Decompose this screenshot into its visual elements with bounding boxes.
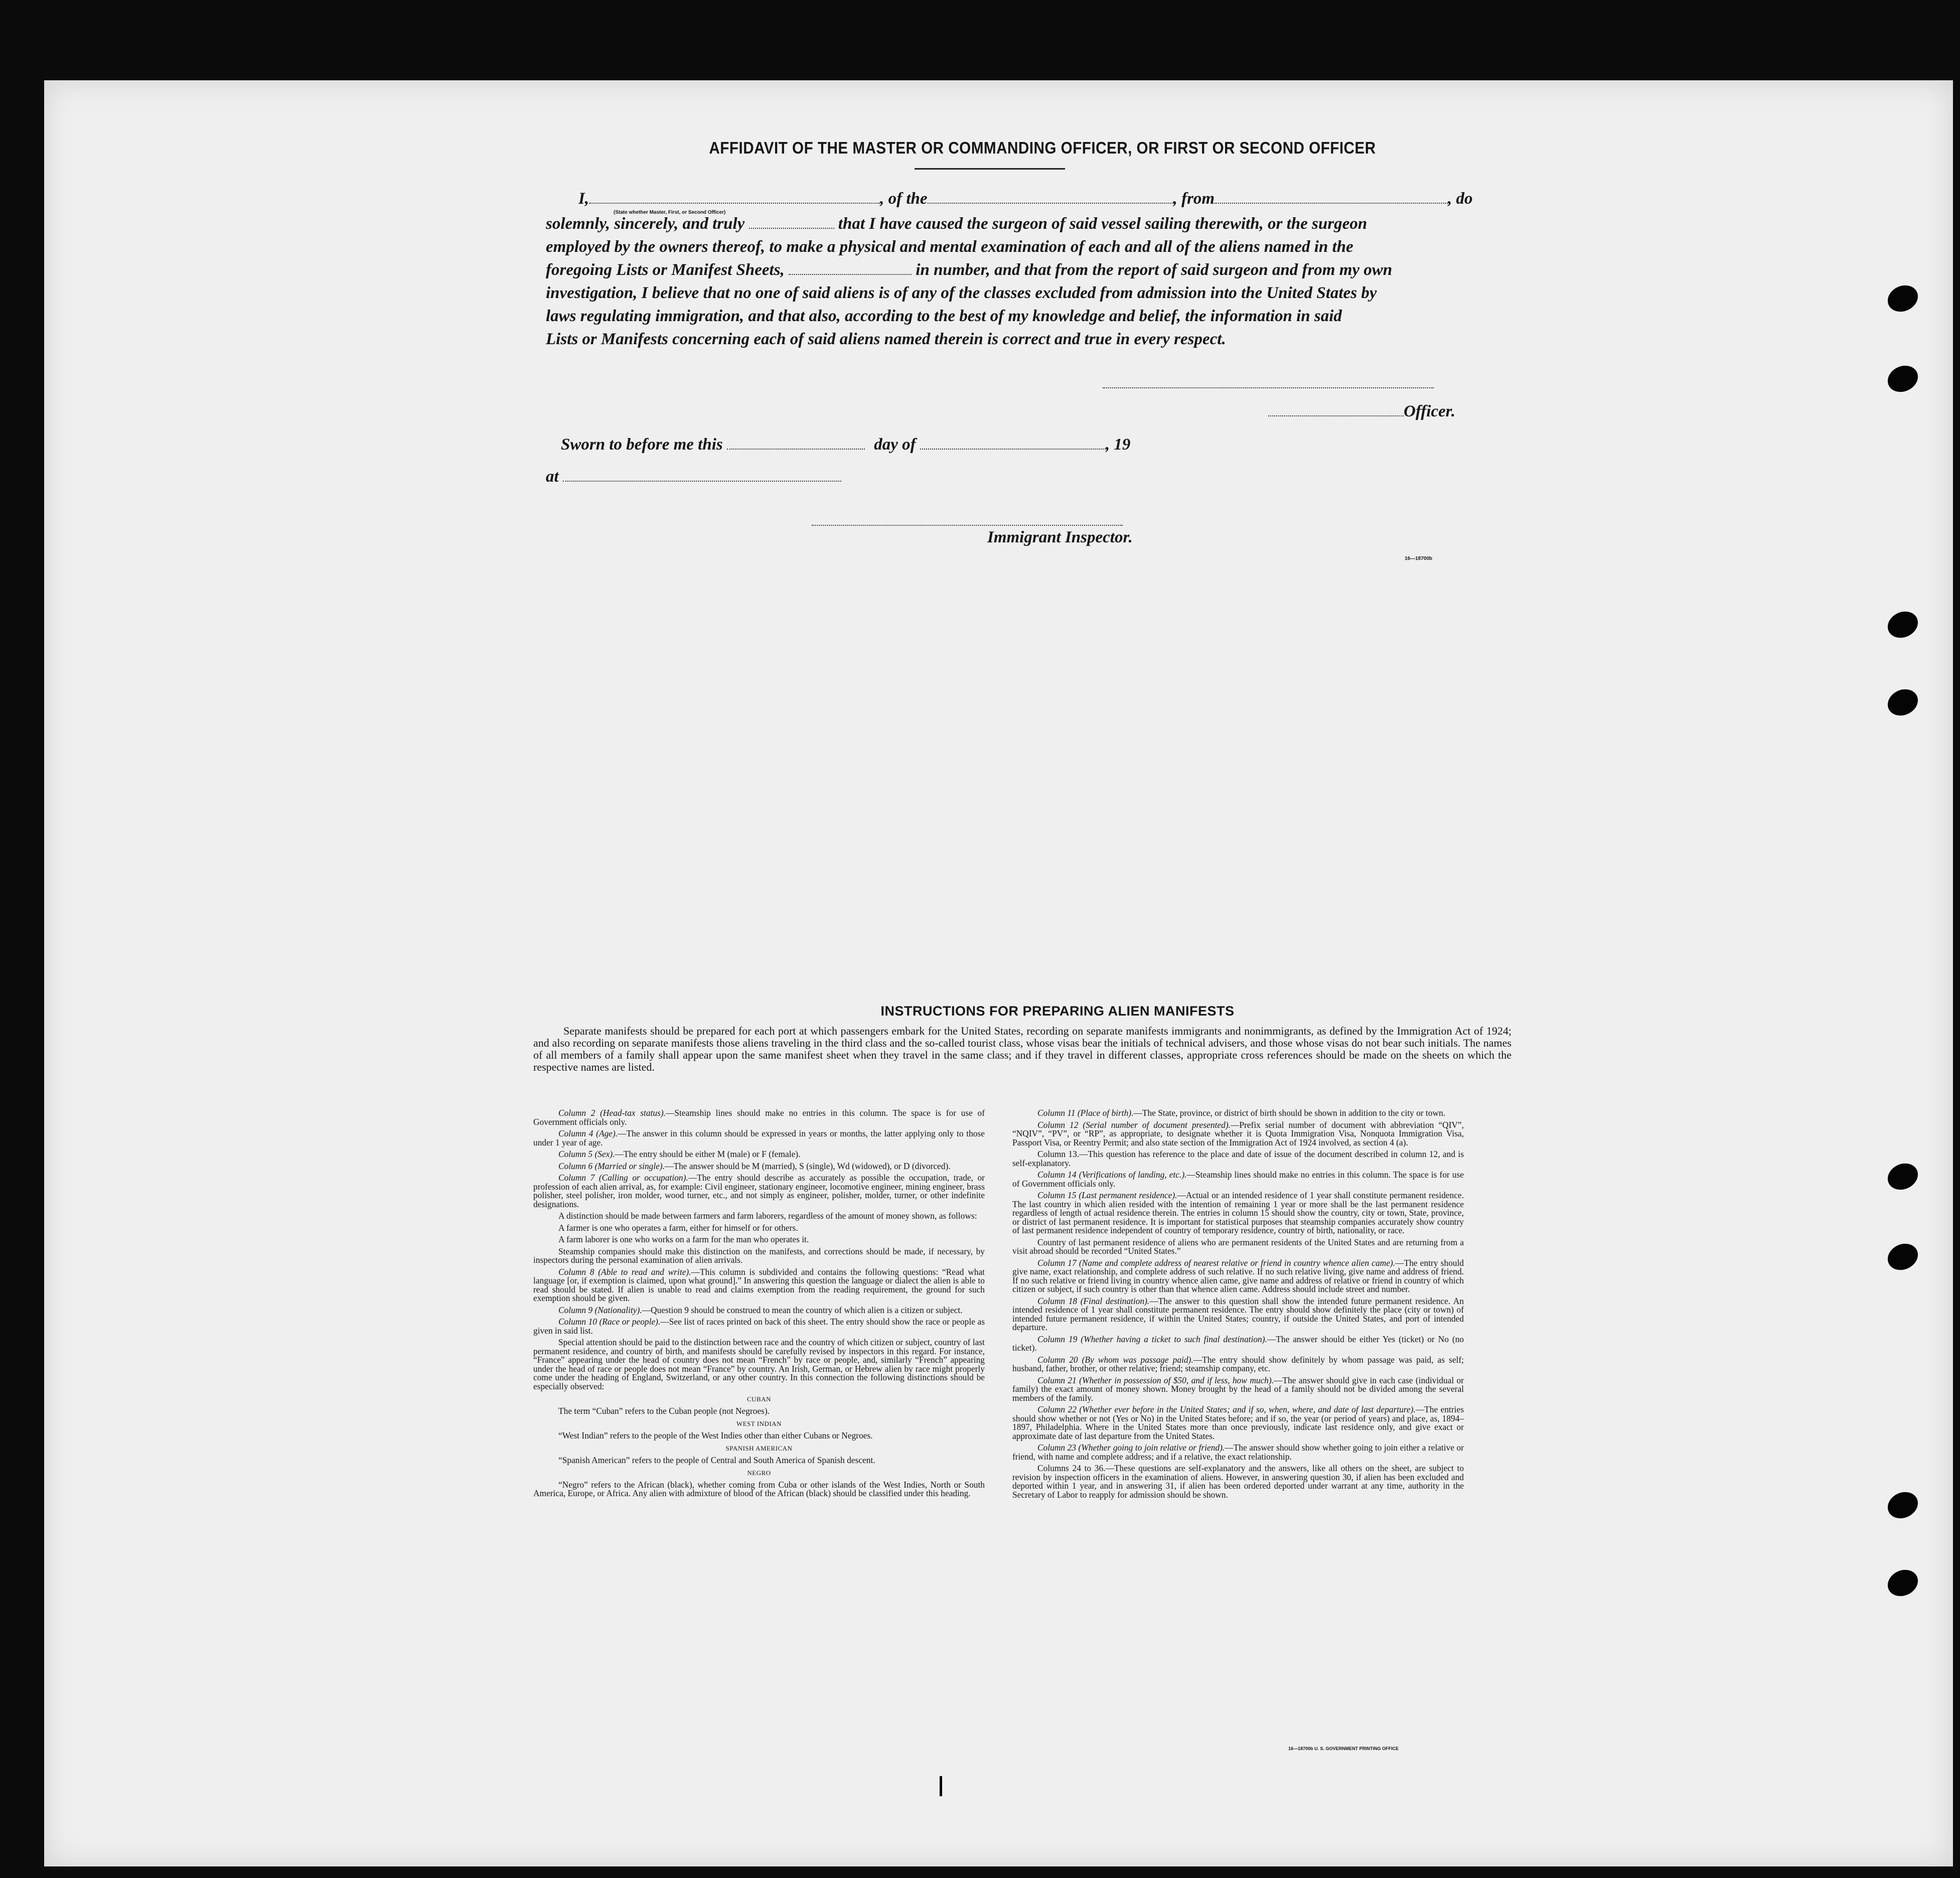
col20-text: —The entry should show definitely by whom passage was paid, as self; husband, father, brother, or other relative; friend; steamship company, etc.	[1012, 1354, 1464, 1373]
col13-paragraph: Column 13.—This question has reference to the place and date of issue of the document described in column 12, and is self-explanatory.	[1012, 1149, 1464, 1168]
col12-paragraph	[1012, 1121, 1464, 1147]
affidavit-line-6: laws regulating immigration, and that also, according to the best of my knowledge and belief, the information in said	[546, 307, 1342, 325]
title-divider	[915, 168, 1065, 170]
col23-paragraph	[1012, 1443, 1464, 1461]
printing-office-footer: 16—18700b U. S. GOVERNMENT PRINTING OFFICE	[1288, 1746, 1399, 1751]
col15-text: —Actual or an intended residence of 1 year shall constitute permanent residence. The last country in which alien resided with the intention of remaining 1 year or more shall be the last permanent residence regardless of length of actual residence therein. The entries in column 15 should show the country, city or town, State, province, or district of last permanent residence. It is important for statistical purposes that steamship companies accurately show country of last permanent residence independent of country of temporary residence, country of birth, nationality, or race.	[1012, 1190, 1464, 1235]
text-surgeon: that I have caused the surgeon of said vessel sailing therewith, or the surgeon	[838, 215, 1368, 233]
col2-heading: Column 2 (Head-tax status).	[558, 1108, 666, 1118]
vessel-blank	[928, 203, 1173, 204]
sworn-day-blank	[727, 449, 865, 450]
col22-paragraph	[1012, 1405, 1464, 1440]
col21-paragraph	[1012, 1376, 1464, 1403]
col21-heading: Column 21 (Whether in possession of $50, and if less, how much).	[1037, 1375, 1274, 1385]
col22-text: —The entries should show whether or not (Yes or No) in the United States before; and if so, the year (or period of years) and place, as, 1894–1897, Philadelphia. Where in the United States more than once previously, indicate last residence only, and give exact or approximate date of last departure from the United States.	[1012, 1404, 1464, 1441]
instructions-left-column	[533, 1109, 985, 1501]
col15-heading: Column 15 (Last permanent residence).	[1037, 1190, 1177, 1200]
text-year: , 19	[1105, 436, 1131, 454]
col17-text: —The entry should give name, exact relationship, and complete address of such relative. If no such relative living, give name and address of friend. If no such relative or friend living in country whence alien came, give name and address of relative or friend in country of which citizen or subject, if such country is other than that whence alien came. Address should include street and number.	[1012, 1257, 1464, 1294]
col19-text: —The answer should be either Yes (ticket) or No (no ticket).	[1012, 1334, 1464, 1353]
instructions-intro: Separate manifests should be prepared for each port at which passengers embark for the United States, recording on separate manifests immigrants and nonimmigrants, as defined by the Immigration Act of 1924; and also recording on separate manifests those aliens traveling in the third class and the so-called tourist class, whose visas bear the initials of technical advisers, and those whose visas do not bear such initials. The names of all members of a family shall appear upon the same manifest sheet when they travel in the same class; and if they travel in different classes, appropriate cross references should be made on the sheets on which the respective names are listed.	[533, 1025, 1512, 1073]
affidavit-title: AFFIDAVIT OF THE MASTER OR COMMANDING OFFICER, OR FIRST OR SECOND OFFICER	[709, 138, 1376, 157]
text-from: , from	[1173, 190, 1215, 208]
col6-text: —The answer should be M (married), S (single), Wd (widowed), or D (divorced).	[665, 1161, 951, 1171]
instructions-title: INSTRUCTIONS FOR PREPARING ALIEN MANIFESTS	[880, 1003, 1235, 1019]
sworn-line	[561, 436, 1130, 454]
col11-heading: Column 11 (Place of birth).	[1037, 1108, 1134, 1118]
col9-paragraph	[533, 1306, 985, 1315]
col11-paragraph	[1012, 1109, 1464, 1118]
col10-text: —See list of races printed on back of this sheet. The entry should show the race or people as given in said list.	[533, 1317, 985, 1336]
affidavit-line-7: Lists or Manifests concerning each of said aliens named therein is correct and true in every respect.	[546, 330, 1226, 348]
col19-heading: Column 19 (Whether having a ticket to such final destination).	[1037, 1334, 1267, 1344]
col14-paragraph	[1012, 1171, 1464, 1188]
col11-text: —The State, province, or district of birth should be shown in addition to the city or town.	[1133, 1108, 1446, 1118]
text-at: at	[546, 468, 559, 486]
col10-paragraph	[533, 1318, 985, 1335]
instructions-right-column	[1012, 1109, 1464, 1502]
officer-blank	[1268, 415, 1404, 416]
spanish-american-paragraph: “Spanish American” refers to the people of Central and South America of Spanish descent.	[558, 1455, 875, 1465]
affidavit-line-5: investigation, I believe that no one of said aliens is of any of the classes excluded from admission into the United States by	[546, 284, 1377, 302]
col15b-paragraph: Country of last permanent residence of aliens who are permanent residents of the United States and are returning from a visit abroad should be recorded “United States.”	[1012, 1237, 1464, 1256]
col21-text: —The answer should give in each case (individual or family) the exact amount of money shown. Money brought by the head of a family should not be divided among the several members of the family.	[1012, 1375, 1464, 1403]
farm-paragraph-4: Steamship companies should make this distinction on the manifests, and corrections should be made, if necessary, by inspectors during the personal examination of alien arrivals.	[533, 1246, 985, 1265]
west-indian-paragraph: “West Indian” refers to the people of the West Indies other than either Cubans or Negroes.	[558, 1430, 873, 1440]
cuban-heading: CUBAN	[746, 1395, 771, 1403]
col9-text: —Question 9 should be construed to mean the country of which alien is a citizen or subject.	[642, 1305, 963, 1315]
col2-text: —Steamship lines should make no entries in this column. The space is for use of Government officials only.	[533, 1108, 985, 1127]
col7-heading: Column 7 (Calling or occupation).	[558, 1173, 688, 1183]
port-blank	[1215, 203, 1448, 204]
affidavit-line-1	[546, 190, 1473, 208]
col2-paragraph	[533, 1109, 985, 1126]
text-day-of: day of	[874, 436, 916, 454]
col22-heading: Column 22 (Whether ever before in the United States; and if so, when, where, and date of last departure).	[1037, 1404, 1416, 1414]
col14-heading: Column 14 (Verifications of landing, etc.).	[1037, 1170, 1187, 1180]
scan-mark	[940, 1776, 942, 1796]
col7-paragraph	[533, 1174, 985, 1209]
cuban-paragraph: The term “Cuban” refers to the Cuban people (not Negroes).	[558, 1405, 770, 1416]
col4-paragraph	[533, 1129, 985, 1147]
text-officer: Officer.	[1404, 402, 1455, 420]
col5-text: —The entry should be either M (male) or F (female).	[615, 1149, 801, 1159]
officer-rank-blank	[589, 203, 880, 204]
col12-heading: Column 12 (Serial number of document presented).	[1037, 1119, 1231, 1130]
col4-text: —The answer in this column should be expressed in years or months, the latter applying only to those under 1 year of age.	[533, 1128, 985, 1147]
farm-paragraph-1: A distinction should be made between farmers and farm laborers, regardless of the amount of money shown, as follows:	[558, 1211, 977, 1221]
col24-paragraph: Columns 24 to 36.—These questions are self-explanatory and the answers, like all others on the sheet, are subject to revision by inspection officers in the examination of aliens. However, in answering question 30, if alien has been excluded and deported within 1 year, and in answering 31, if alien has been ordered deported under warrant at any time, authority in the Secretary of Labor to reapply for admission should be shown.	[1012, 1463, 1464, 1500]
col18-text: —The answer to this question shall show the intended future permanent residence. An intended residence of 1 year shall constitute permanent residence. The entry should show definitely the place (city or town) of intended future permanent residence, if within the United States; country, if outside the United States, and port of intended departure.	[1012, 1295, 1464, 1332]
text-in-number: in number, and that from the report of said surgeon and from my own	[916, 261, 1393, 279]
place-blank	[563, 481, 841, 482]
form-number: 16—18700b	[1405, 556, 1433, 561]
sheets-count-blank	[789, 274, 912, 275]
text-solemnly: solemnly, sincerely, and truly	[546, 215, 745, 233]
text-do: , do	[1448, 190, 1473, 208]
affidavit-line-4	[546, 261, 1392, 279]
text-sworn: Sworn to before me this	[561, 436, 723, 454]
officer-signature-line	[1103, 387, 1434, 388]
text-of-the: , of the	[880, 190, 928, 208]
col17-heading: Column 17 (Name and complete address of nearest relative or friend in country whence alien came).	[1037, 1257, 1396, 1268]
negro-heading: NEGRO	[747, 1469, 771, 1477]
col10-heading: Column 10 (Race or people).	[558, 1317, 661, 1327]
col20-heading: Column 20 (By whom was passage paid).	[1037, 1354, 1193, 1365]
swear-blank	[749, 228, 834, 229]
col8-paragraph	[533, 1268, 985, 1303]
sworn-month-blank	[920, 449, 1106, 450]
negro-paragraph: “Negro” refers to the African (black), whether coming from Cuba or other islands of the West Indies, North or South America, Europe, or Africa. Any alien with admixture of blood of the African (black) should be classified under this heading.	[533, 1479, 985, 1498]
manifest-sheet	[44, 80, 1953, 1866]
col6-heading: Column 6 (Married or single).	[558, 1161, 665, 1171]
col15-paragraph	[1012, 1191, 1464, 1235]
text-foregoing: foregoing Lists or Manifest Sheets,	[546, 261, 785, 279]
col8-text: —This column is subdivided and contains the following questions: “Read what language [or, if exemption is claimed, upon what ground].” In answering this question the language or dialect the alien is able to read should be stated. If alien is unable to read and claims exemption from the reading requirement, the ground for such exemption should be given.	[533, 1266, 985, 1303]
special-paragraph: Special attention should be paid to the distinction between race and the country of which citizen or subject, country of last permanent residence, and country of birth, and manifests should be carefully revised by inspectors in this regard. For instance, “France” appearing under the head of country does not mean “French” by race or people, and, similarly “French” appearing under the head of race or people does not mean “France” by country. An Irish, German, or Hebrew alien by race might properly come under the heading of England, Switzerland, or any other country. In this connection the following distinctions should be especially observed:	[533, 1337, 985, 1391]
inspector-label: Immigrant Inspector.	[987, 528, 1133, 546]
officer-line	[1268, 402, 1455, 421]
farm-paragraph-2: A farmer is one who operates a farm, either for himself or for others.	[558, 1222, 798, 1233]
farm-paragraph-3: A farm laborer is one who works on a farm for the man who operates it.	[558, 1234, 809, 1244]
col23-text: —The answer should show whether going to join either a relative or friend, with name and complete address; and if a relative, the exact relationship.	[1012, 1442, 1464, 1462]
col6-paragraph	[533, 1162, 985, 1171]
col4-heading: Column 4 (Age).	[558, 1128, 618, 1138]
west-indian-heading: WEST INDIAN	[736, 1420, 782, 1427]
text-i: I,	[578, 190, 589, 208]
spanish-american-heading: SPANISH AMERICAN	[725, 1444, 793, 1452]
col14-text: —Steamship lines should make no entries in this column. The space is for use of Government officials only.	[1012, 1170, 1464, 1189]
col18-paragraph	[1012, 1297, 1464, 1332]
col8-heading: Column 8 (Able to read and write).	[558, 1266, 691, 1277]
col18-heading: Column 18 (Final destination).	[1037, 1295, 1150, 1306]
rank-note: (State whether Master, First, or Second Officer)	[614, 210, 726, 215]
col5-paragraph	[533, 1150, 985, 1159]
affidavit-line-3: employed by the owners thereof, to make a physical and mental examination of each and all of the aliens named in the	[546, 238, 1353, 256]
at-line	[546, 468, 841, 486]
col17-paragraph	[1012, 1259, 1464, 1294]
affidavit-line-2	[546, 215, 1367, 233]
col20-paragraph	[1012, 1356, 1464, 1373]
col19-paragraph	[1012, 1335, 1464, 1353]
col9-heading: Column 9 (Nationality).	[558, 1305, 642, 1315]
col5-heading: Column 5 (Sex).	[558, 1149, 615, 1159]
inspector-signature-line	[812, 525, 1123, 526]
col7-text: —The entry should describe as accurately as possible the occupation, trade, or profession of each alien arrival, as, for example: Civil engineer, stationary engineer, locomotive engineer, mining engineer, brass polisher, steel polisher, iron molder, wood turner, etc., and not simply as engineer, polisher, molder, turner, or other indefinite designations.	[533, 1173, 985, 1209]
col12-text: —Prefix serial number of document with abbreviation “QIV”, “NQIV”, “PV”, or “RP”, as appropriate, to designate whether it is Quota Immigration Visa, Nonquota Immigration Visa, Passport Visa, or Reentry Permit; and also state section of the Immigration Act of 1924 involved, as section 4 (a).	[1012, 1119, 1464, 1147]
col23-heading: Column 23 (Whether going to join relative or friend).	[1037, 1442, 1225, 1453]
